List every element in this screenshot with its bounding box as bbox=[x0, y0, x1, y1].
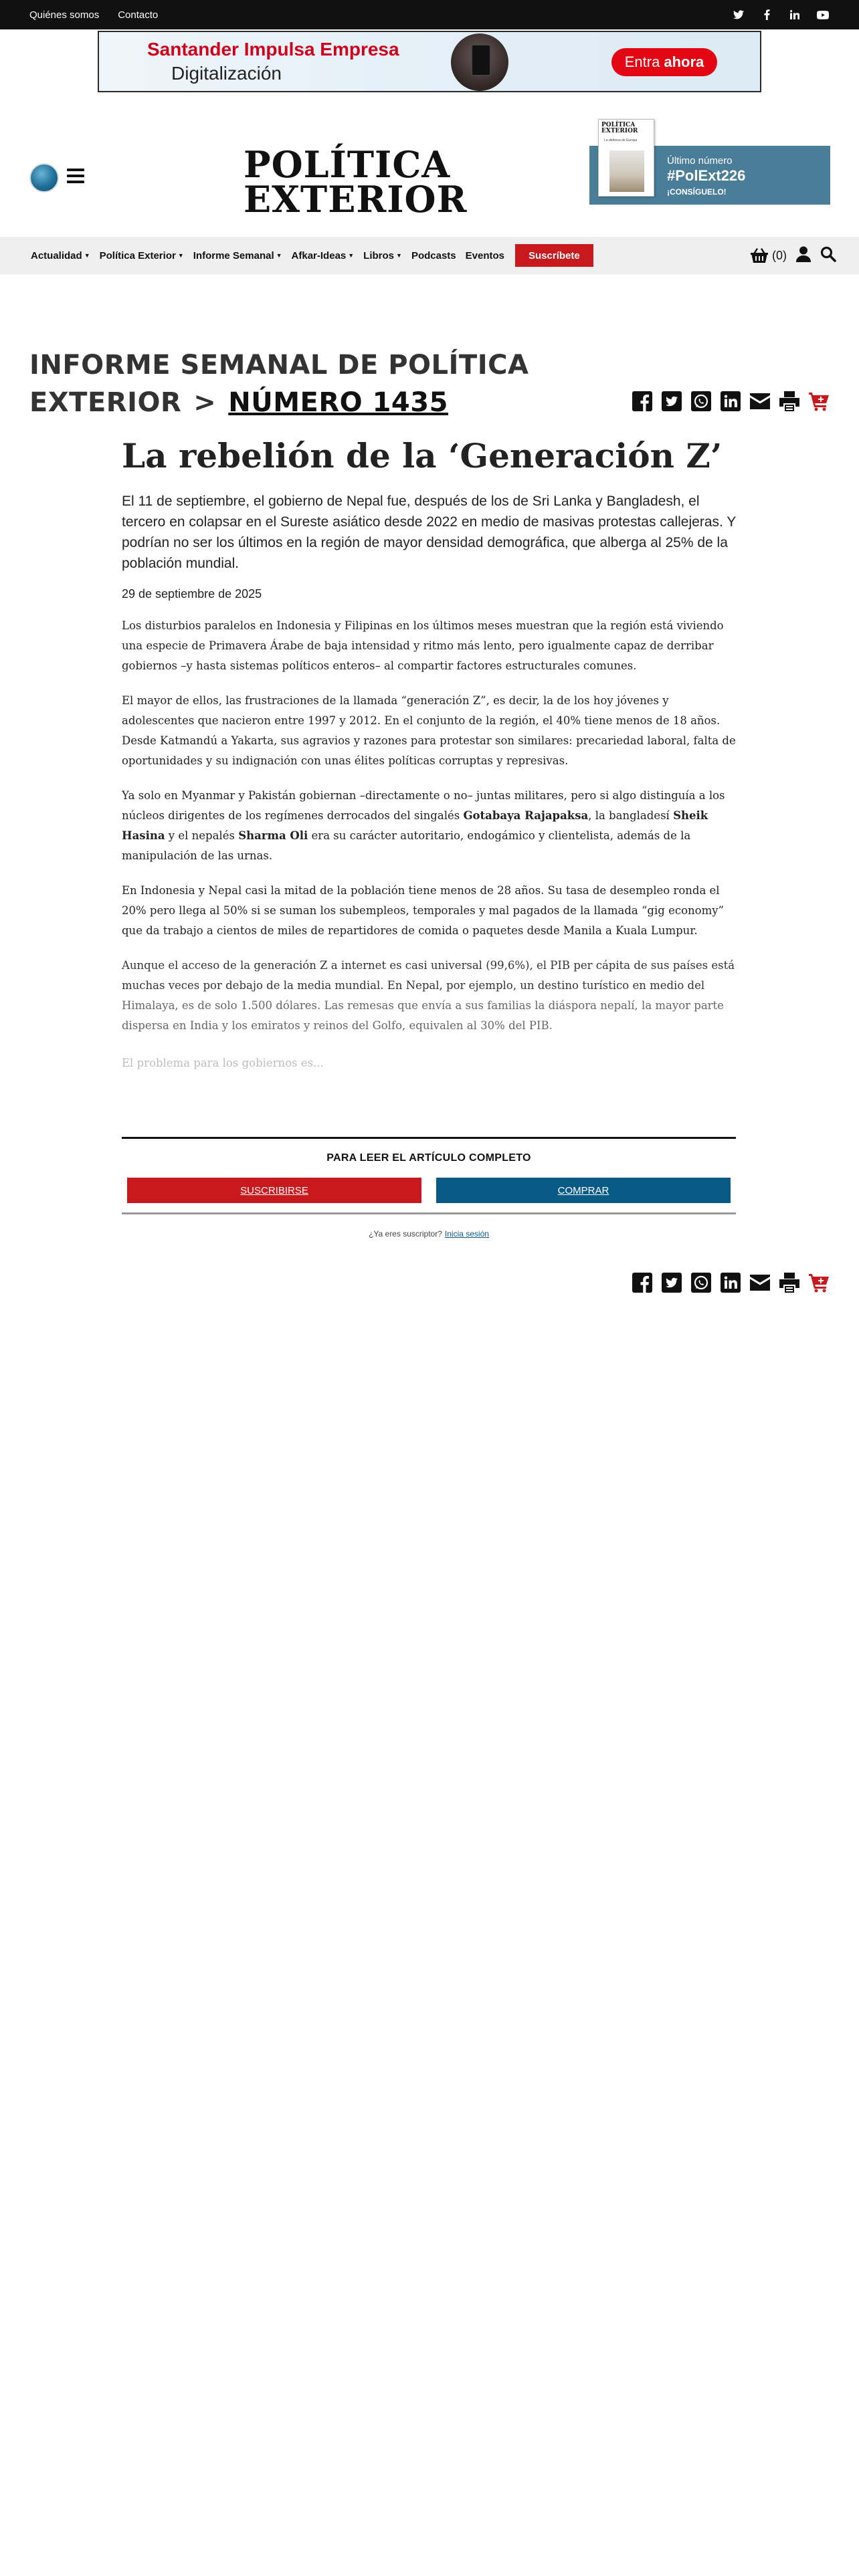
ad-cta-bold: ahora bbox=[664, 53, 704, 70]
text-run: , la bangladesí bbox=[588, 809, 674, 822]
share-bar-bottom bbox=[632, 1272, 830, 1293]
nav-label: Política Exterior bbox=[99, 249, 176, 261]
logo-line-2: EXTERIOR bbox=[244, 178, 468, 221]
ad-phone-image bbox=[451, 33, 508, 91]
user-icon[interactable] bbox=[796, 246, 811, 265]
nav-label: Podcasts bbox=[411, 249, 456, 261]
article-date: 29 de septiembre de 2025 bbox=[122, 587, 262, 601]
top-bar bbox=[0, 0, 859, 29]
globe-icon[interactable] bbox=[29, 163, 59, 193]
ad-headline: Santander Impulsa Empresa bbox=[147, 39, 399, 60]
link-contacto[interactable]: Contacto bbox=[118, 9, 159, 21]
issue-tag: #PolExt226 bbox=[667, 167, 746, 184]
nav-item-actualidad[interactable] bbox=[31, 250, 90, 261]
nav-label: Actualidad bbox=[31, 249, 82, 261]
facebook-icon[interactable] bbox=[632, 391, 653, 412]
paywall-buttons bbox=[122, 1178, 736, 1203]
issue-cover-image[interactable] bbox=[598, 119, 654, 197]
chevron-down-icon: ▼ bbox=[84, 252, 90, 259]
buy-button[interactable]: COMPRAR bbox=[436, 1178, 731, 1203]
issue-cta[interactable]: ¡CONSÍGUELO! bbox=[667, 187, 727, 197]
basket-button[interactable] bbox=[751, 248, 787, 263]
issue-label: Último número bbox=[667, 155, 733, 167]
chevron-down-icon: ▼ bbox=[348, 252, 355, 259]
article-paragraph: Los disturbios paralelos en Indonesia y Filipinas en los últimos meses muestran que la región está viviendo una especie de Primavera Árabe de baja intensidad y ritmo más lento, pero igualmente capaz de derribar gobiernos –y hasta sistemas políticos enteros– al compartir factores estructurales comunes. bbox=[122, 619, 724, 672]
article-paragraph bbox=[122, 786, 736, 866]
paywall-title: PARA LEER EL ARTÍCULO COMPLETO bbox=[326, 1152, 531, 1164]
person-name: Sheik Hasina bbox=[122, 809, 708, 842]
chevron-down-icon: ▼ bbox=[276, 252, 282, 259]
text-run: Aunque el acceso de la generación Z a internet es casi universal (99,6%), el PIB per cápita de sus países está muchas veces por debajo de la media mundial. En Nepal, por ejemplo, un destino turístico en medio del bbox=[122, 959, 735, 992]
whatsapp-icon[interactable] bbox=[690, 391, 712, 412]
nav-item-libros[interactable] bbox=[363, 250, 402, 261]
twitter-icon[interactable] bbox=[661, 391, 682, 412]
menu-icon[interactable] bbox=[67, 169, 84, 183]
ad-cta-pre: Entra bbox=[624, 53, 660, 70]
linkedin-icon[interactable] bbox=[720, 1272, 741, 1293]
nav-item-informe-semanal[interactable] bbox=[193, 250, 282, 261]
article-title: La rebelión de la ‘Generación Z’ bbox=[122, 436, 723, 475]
nav-item-afkar-ideas[interactable] bbox=[292, 250, 355, 261]
email-icon[interactable] bbox=[749, 1272, 771, 1293]
text-run: Ya solo en Myanmar y Pakistán gobiernan –directamente o no– juntas militares, pero si algo distinguía a los núcleos dirigentes de los regímenes derrocados del singalés bbox=[122, 789, 725, 822]
cover-title bbox=[601, 122, 638, 134]
article-paragraph: En Indonesia y Nepal casi la mitad de la población tiene menos de 28 años. Su tasa de desempleo ronda el 20% pero llega al 50% si se suman los subempleos, temporales y mal pagados de la llamada “gig economy” que da trabajo a cientos de miles de repartidores de comida o paquetes desde Manila a Kuala Lumpur. bbox=[122, 884, 724, 937]
breadcrumb-section[interactable]: INFORME SEMANAL DE POLÍTICA EXTERIOR bbox=[29, 350, 529, 418]
nav-item-politica-exterior[interactable] bbox=[100, 250, 184, 261]
print-icon[interactable] bbox=[779, 1272, 800, 1293]
site-logo[interactable] bbox=[244, 143, 468, 221]
linkedin-icon[interactable] bbox=[720, 391, 741, 412]
cart-add-icon[interactable] bbox=[808, 1272, 830, 1293]
subscribe-link-button[interactable]: SUSCRIBIRSE bbox=[127, 1178, 421, 1203]
social-links bbox=[732, 0, 830, 29]
twitter-icon[interactable] bbox=[661, 1272, 682, 1293]
twitter-icon[interactable] bbox=[732, 8, 745, 21]
logo-line-1: POLÍTICA bbox=[244, 143, 451, 186]
text-run: y el nepalés bbox=[165, 829, 239, 842]
nav-tools bbox=[751, 237, 836, 274]
ad-cta-button[interactable] bbox=[611, 48, 717, 76]
ad-subheadline: Digitalización bbox=[171, 63, 282, 84]
chevron-down-icon: ▼ bbox=[177, 252, 184, 259]
divider bbox=[122, 1137, 736, 1139]
whatsapp-icon[interactable] bbox=[690, 1272, 712, 1293]
cart-add-icon[interactable] bbox=[808, 391, 830, 412]
cart-count: (0) bbox=[772, 248, 787, 262]
breadcrumb-issue-link[interactable]: NÚMERO 1435 bbox=[228, 387, 448, 418]
text-run-faded: Himalaya, es de solo 1.500 dólares. Las remesas que envía a sus familias la diáspora nepalí, la mayor parte dispersa en India y los emiratos y reinos del Golfo, equivalen al 30% del PIB. bbox=[122, 999, 724, 1032]
cover-art bbox=[609, 150, 644, 192]
login-prompt-text: ¿Ya eres suscriptor? bbox=[369, 1229, 442, 1239]
search-icon[interactable] bbox=[820, 246, 836, 265]
article-paragraph: El mayor de ellos, las frustraciones de la llamada “generación Z”, es decir, la de los hoy jóvenes y adolescentes que nacieron entre 1997 y 2012. En el conjunto de la región, el 40% tiene menos de 18 años. Desde Katmandú a Yakarta, sus agravios y razones para protestar son similares: precariedad laboral, falta de oportunidades y su indignación con unas élites políticas corruptas y represivas. bbox=[122, 694, 736, 767]
share-bar-top bbox=[632, 391, 830, 412]
person-name: Gotabaya Rajapaksa bbox=[463, 809, 589, 822]
link-quienes-somos[interactable]: Quiénes somos bbox=[29, 9, 100, 21]
main-nav bbox=[0, 237, 859, 274]
cover-title-2: EXTERIOR bbox=[601, 128, 638, 134]
nav-label: Libros bbox=[363, 249, 395, 261]
breadcrumb-separator: > bbox=[193, 387, 217, 418]
cover-title-1: POLÍTICA bbox=[601, 122, 636, 128]
person-name: Sharma Oli bbox=[238, 829, 308, 842]
chevron-down-icon: ▼ bbox=[396, 252, 402, 259]
subscribe-button[interactable]: Suscríbete bbox=[515, 244, 593, 267]
article-paragraph-faded: El problema para los gobiernos es... bbox=[122, 1057, 324, 1069]
nav-item-eventos[interactable] bbox=[466, 250, 504, 261]
nav-items bbox=[31, 237, 593, 274]
basket-icon bbox=[751, 248, 768, 263]
article-lead: El 11 de septiembre, el gobierno de Nepal fue, después de los de Sri Lanka y Bangladesh, el tercero en colapsar en el Sureste asiático desde 2022 en medio de masivas protestas callejeras. Y podrían no ser los últimos en la región de mayor densidad demográfica, que alberga al 25% de la población mundial. bbox=[122, 494, 736, 571]
nav-item-podcasts[interactable] bbox=[411, 250, 456, 261]
facebook-icon[interactable] bbox=[632, 1272, 653, 1293]
text-run: era su carácter autoritario, endogámico y clientelista, además de la manipulación de las urnas. bbox=[122, 829, 691, 862]
nav-label: Eventos bbox=[465, 249, 504, 261]
print-icon[interactable] bbox=[779, 391, 800, 412]
nav-label: Afkar-Ideas bbox=[291, 249, 347, 261]
login-link[interactable]: Inicia sesión bbox=[444, 1229, 489, 1239]
facebook-icon[interactable] bbox=[760, 8, 773, 21]
paywall bbox=[122, 1137, 736, 1239]
ad-banner[interactable] bbox=[98, 31, 761, 92]
email-icon[interactable] bbox=[749, 391, 771, 412]
linkedin-icon[interactable] bbox=[788, 8, 801, 21]
login-prompt bbox=[122, 1229, 736, 1239]
top-links bbox=[29, 0, 158, 29]
article-body bbox=[122, 433, 736, 1073]
nav-label: Informe Semanal bbox=[193, 249, 274, 261]
article-paragraph bbox=[122, 956, 736, 1036]
youtube-icon[interactable] bbox=[816, 8, 830, 21]
cover-subtitle: La defensa de Europa bbox=[604, 138, 638, 142]
divider bbox=[122, 1212, 736, 1214]
